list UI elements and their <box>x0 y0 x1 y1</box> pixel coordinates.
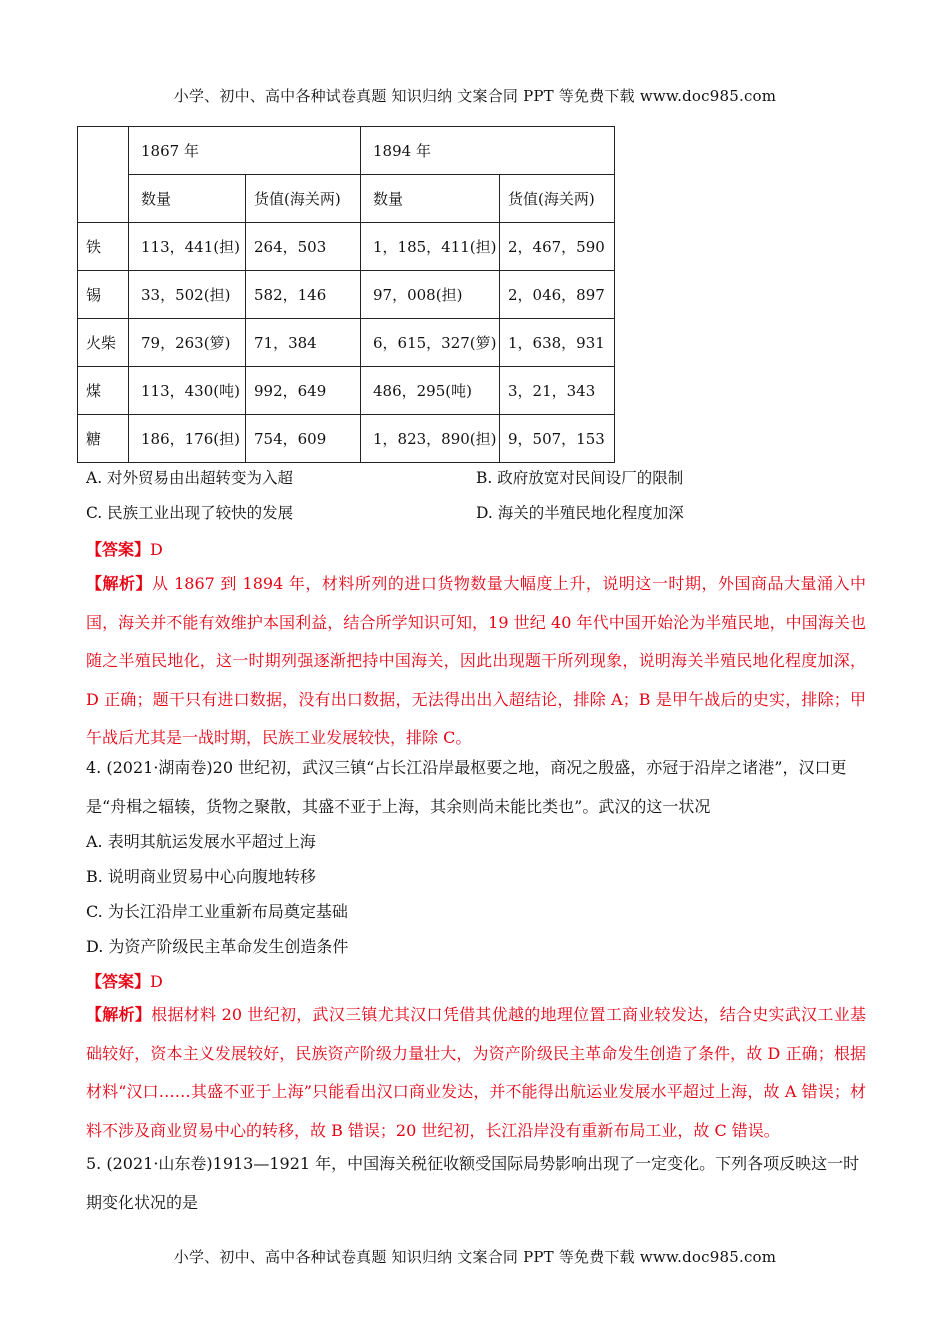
cell: 3，21，343 <box>500 367 615 415</box>
q4-option-d: D. 为资产阶级民主革命发生创造条件 <box>86 937 349 956</box>
table-row <box>78 367 615 415</box>
q3-option-c: C. 民族工业出现了较快的发展 <box>86 504 294 522</box>
row-item: 火柴 <box>78 319 129 367</box>
col-header-quantity: 数量 <box>361 175 500 223</box>
analysis-text: 根据材料 20 世纪初，武汉三镇尤其汉口凭借其优越的地理位置工商业较发达，结合史实武汉工业基础较好，资本主义发展较好，民族资产阶级力量壮大，为资产阶级民主革命发生创造了条件，故 D 正确；根据材料“汉口……其盛不亚于上海”只能看出汉口商业发达，并不能得出航运业发展水平超过上海，故 A 错误；材料不涉及商业贸易中心的转移，故 B 错误；20 世纪初，长江沿岸没有重新布局工业，故 C 错误。 <box>86 1005 866 1140</box>
page-header: 小学、初中、高中各种试卷真题 知识归纳 文案合同 PPT 等免费下载 www.doc985.com <box>173 87 777 105</box>
cell: 264，503 <box>246 223 361 271</box>
analysis-tag: 【解析】 <box>86 574 153 593</box>
q4-option-a: A. 表明其航运发展水平超过上海 <box>86 832 316 851</box>
row-item: 铁 <box>78 223 129 271</box>
cell: 71，384 <box>246 319 361 367</box>
cell: 2，467，590 <box>500 223 615 271</box>
analysis-text: 从 1867 到 1894 年，材料所列的进口货物数量大幅度上升，说明这一时期，外国商品大量涌入中国，海关并不能有效维护本国利益，结合所学知识可知，19 世纪 40 年代中国开始沦为半殖民地，中国海关也随之半殖民地化，这一时期列强逐渐把持中国海关，因此出现题干所列现象，说明海关半殖民地化程度加深，D 正确；题干只有进口数据，没有出口数据，无法得出出入超结论，排除 A；B 是甲午战后的史实，排除；甲午战后尤其是一战时期，民族工业发展较快，排除 C。 <box>86 574 866 747</box>
q3-answer <box>86 537 163 560</box>
cell: 186，176(担) <box>129 415 246 463</box>
q3-option-b: B. 政府放宽对民间设厂的限制 <box>476 469 684 487</box>
col-header-value: 货值(海关两) <box>246 175 361 223</box>
cell: 113，441(担) <box>129 223 246 271</box>
cell: 9，507，153 <box>500 415 615 463</box>
cell: 6，615，327(箩) <box>361 319 500 367</box>
q5-stem: 5. (2021·山东卷)1913—1921 年，中国海关税征收额受国际局势影响出现了一定变化。下列各项反映这一时期变化状况的是 <box>86 1154 860 1212</box>
q4-option-b: B. 说明商业贸易中心向腹地转移 <box>86 867 316 886</box>
cell: 992，649 <box>246 367 361 415</box>
q4-option-c: C. 为长江沿岸工业重新布局奠定基础 <box>86 902 348 921</box>
q3-option-d: D. 海关的半殖民地化程度加深 <box>476 504 684 522</box>
col-header-quantity: 数量 <box>129 175 246 223</box>
q4-stem: 4. (2021·湖南卷)20 世纪初，武汉三镇“占长江沿岸最枢要之地，商况之殷盛，亦冠于沿岸之诸港”，汉口更是“舟楫之辐辏，货物之聚散，其盛不亚于上海，其余则尚未能比类也”。武汉的这一状况 <box>86 758 847 816</box>
q3-option-a: A. 对外贸易由出超转变为入超 <box>86 469 294 487</box>
answer-tag: 【答案】 <box>86 540 151 559</box>
row-item: 糖 <box>78 415 129 463</box>
q4-answer <box>86 969 163 992</box>
answer-value: D <box>150 972 163 991</box>
import-goods-table <box>77 126 615 463</box>
analysis-tag: 【解析】 <box>86 1005 152 1024</box>
cell: 1，185，411(担) <box>361 223 500 271</box>
row-item: 煤 <box>78 367 129 415</box>
year-1867-header: 1867 年 <box>129 127 361 175</box>
answer-value: D <box>150 540 163 559</box>
table-row <box>78 319 615 367</box>
year-1894-header: 1894 年 <box>361 127 615 175</box>
cell: 97，008(担) <box>361 271 500 319</box>
col-header-value: 货值(海关两) <box>500 175 615 223</box>
cell: 2，046，897 <box>500 271 615 319</box>
table-row <box>78 271 615 319</box>
table-row <box>78 415 615 463</box>
cell: 113，430(吨) <box>129 367 246 415</box>
page-footer: 小学、初中、高中各种试卷真题 知识归纳 文案合同 PPT 等免费下载 www.doc985.com <box>173 1248 777 1266</box>
q3-analysis <box>86 565 866 758</box>
cell: 486，295(吨) <box>361 367 500 415</box>
cell: 79，263(箩) <box>129 319 246 367</box>
table-row <box>78 223 615 271</box>
cell: 1，823，890(担) <box>361 415 500 463</box>
cell: 582，146 <box>246 271 361 319</box>
answer-tag: 【答案】 <box>86 972 151 991</box>
cell: 1，638，931 <box>500 319 615 367</box>
q4-analysis <box>86 996 866 1150</box>
table-corner-cell <box>78 127 129 223</box>
row-item: 锡 <box>78 271 129 319</box>
cell: 33，502(担) <box>129 271 246 319</box>
cell: 754，609 <box>246 415 361 463</box>
